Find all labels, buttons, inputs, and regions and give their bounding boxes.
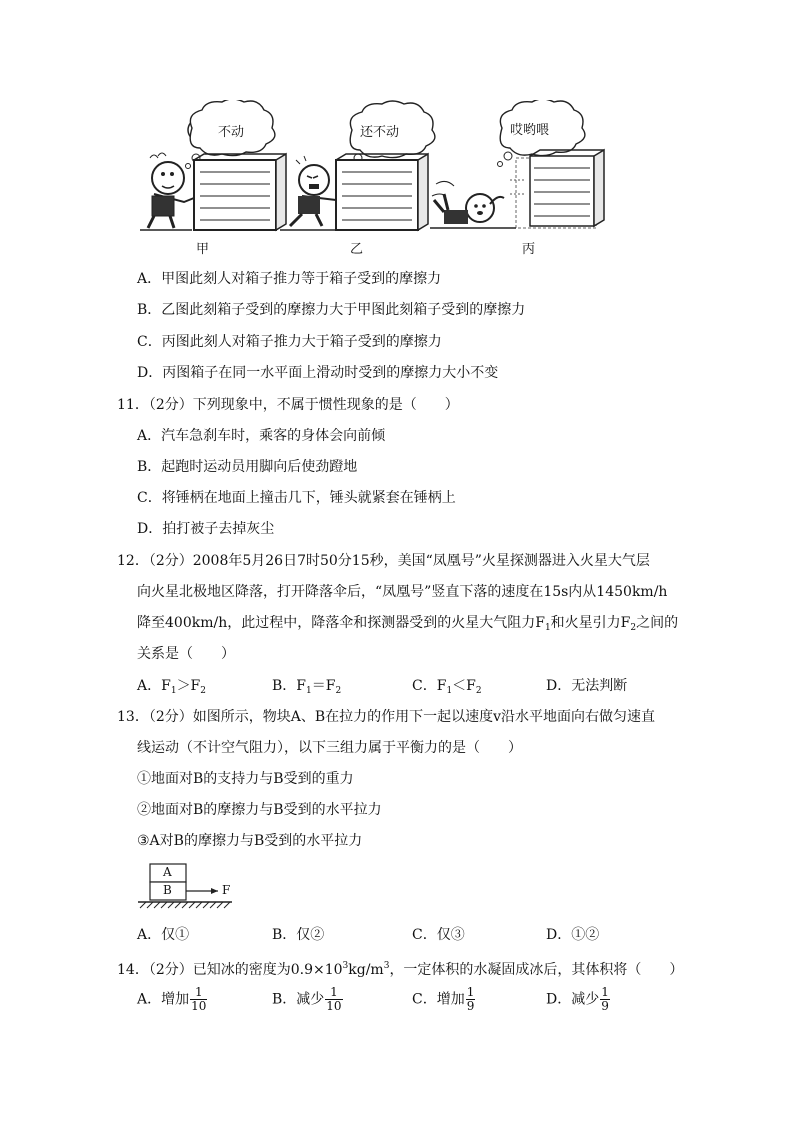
q11-option-a: A．汽车急刹车时，乘客的身体会向前倾 [137, 428, 386, 444]
q10-option-b: B．乙图此刻箱子受到的摩擦力大于甲图此刻箱子受到的摩擦力 [137, 302, 526, 318]
q12-line3: 降至400km/h，此过程中，降落伞和探测器受到的火星大气阻力$F_1$和火星引力$F_2$之间的 [137, 615, 679, 633]
q13-line1: 13．（2分）如图所示，物块A、B在拉力的作用下一起以速度v沿水平地面向右做匀速直 [117, 709, 656, 725]
bubble-text-yi: 还不动 [360, 125, 400, 140]
panel-jia [140, 100, 286, 230]
block-diagram [136, 862, 246, 914]
bubble-text-jia: 不动 [218, 125, 245, 140]
bubble-text-bing: 哎哟喂 [510, 123, 550, 138]
q13-line2: 线运动（不计空气阻力），以下三组力属于平衡力的是（ ） [137, 740, 522, 756]
q13-item3: ③A对B的摩擦力与B受到的水平拉力 [137, 833, 363, 849]
q14-option-b: B．减少 $\frac{1}{10}$ [272, 985, 342, 1013]
force-label: F [222, 883, 231, 897]
q10-option-d: D．丙图箱子在同一水平面上滑动时受到的摩擦力大小不变 [137, 365, 499, 381]
block-a-label: A [163, 865, 172, 879]
q11-option-d: D．拍打被子去掉灰尘 [137, 521, 275, 537]
q14-option-c: C．增加 $\frac{1}{9}$ [412, 985, 475, 1013]
q12-line2: 向火星北极地区降落，打开降落伞后，“凤凰号”竖直下落的速度在15s内从1450km/h [137, 584, 668, 600]
q13-item2: ②地面对B的摩擦力与B受到的水平拉力 [137, 802, 382, 818]
q12-line1: 12．（2分）2008年5月26日7时50分15秒，美国“凤凰号”火星探测器进入火星大气层 [117, 553, 650, 569]
q10-option-a: A．甲图此刻人对箱子推力等于箱子受到的摩擦力 [137, 271, 442, 287]
q13-option-d: D．①② [546, 927, 600, 943]
q10-option-c: C．丙图此刻人对箱子推力大于箱子受到的摩擦力 [137, 334, 442, 350]
ground-hatch [140, 902, 230, 908]
q14-option-d: D．减少 $\frac{1}{9}$ [546, 985, 609, 1013]
caption-yi: 乙 [350, 242, 364, 257]
q12-option-d: D．无法判断 [546, 678, 628, 694]
q12-option-a: A．$F_1>F_2$ [137, 678, 207, 696]
q14-stem: 14．（2分）已知冰的密度为$0.9\times 10^3kg/m^3$，一定体积的水凝固成冰后，其体积将（ ） [117, 961, 684, 978]
q11-option-b: B．起跑时运动员用脚向后使劲蹬地 [137, 459, 358, 475]
q11-stem: 11．（2分）下列现象中，不属于惯性现象的是（ ） [117, 397, 459, 413]
q13-option-b: B．仅② [272, 927, 325, 943]
q14-option-a: A．增加 $\frac{1}{10}$ [137, 985, 207, 1013]
q12-line4: 关系是（ ） [137, 646, 235, 662]
block-b-label: B [163, 883, 172, 897]
q13-option-c: C．仅③ [412, 927, 465, 943]
cartoon-figure [130, 100, 630, 260]
q13-item1: ①地面对B的支持力与B受到的重力 [137, 771, 354, 787]
caption-bing: 丙 [522, 242, 536, 257]
q12-option-c: C．$F_1<F_2$ [412, 678, 482, 696]
panel-yi [280, 101, 435, 230]
fraction-one-tenth: $\frac{1}{10}$ [191, 985, 207, 1013]
q13-option-a: A．仅① [137, 927, 190, 943]
force-arrowhead [211, 888, 218, 894]
fraction-one-ninth: $\frac{1}{9}$ [466, 985, 475, 1013]
q11-option-c: C．将锤柄在地面上撞击几下，锤头就紧套在锤柄上 [137, 490, 456, 506]
fraction-one-ninth: $\frac{1}{9}$ [601, 985, 609, 1013]
caption-jia: 甲 [196, 242, 210, 257]
fraction-one-tenth: $\frac{1}{10}$ [326, 985, 342, 1013]
q12-option-b: B．$F_1=F_2$ [272, 678, 342, 696]
